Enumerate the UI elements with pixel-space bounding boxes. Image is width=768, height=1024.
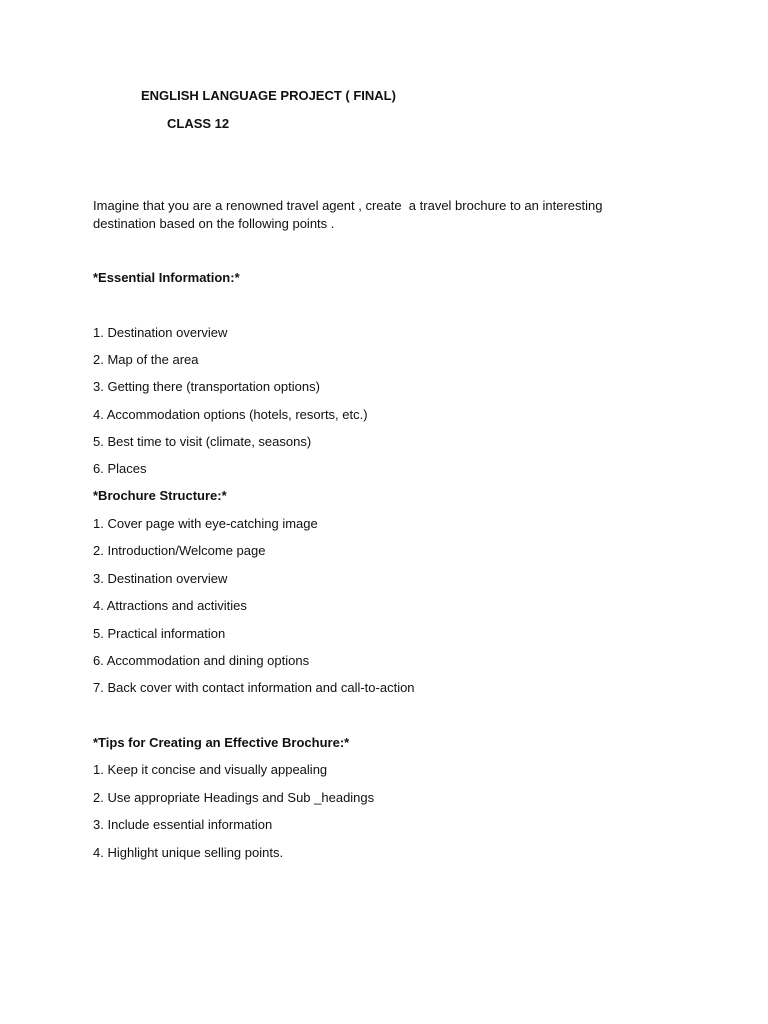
intro-line-2: destination based on the following points . xyxy=(93,216,335,231)
list-item: 7. Back cover with contact information and call-to-action xyxy=(93,680,415,695)
brochure-structure-heading: *Brochure Structure:* xyxy=(93,488,227,503)
essential-info-heading: *Essential Information:* xyxy=(93,270,240,285)
list-item: 2. Map of the area xyxy=(93,352,199,367)
tips-heading: *Tips for Creating an Effective Brochure:* xyxy=(93,735,350,750)
list-item: 5. Practical information xyxy=(93,626,226,641)
list-item: 1. Destination overview xyxy=(93,325,228,340)
list-item: 5. Best time to visit (climate, seasons) xyxy=(93,434,312,449)
list-item: 3. Destination overview xyxy=(93,571,228,586)
list-item: 4. Accommodation options (hotels, resorts, etc.) xyxy=(93,407,368,422)
document-title: ENGLISH LANGUAGE PROJECT ( FINAL) xyxy=(141,88,396,103)
list-item: 3. Include essential information xyxy=(93,817,273,832)
document-subtitle: CLASS 12 xyxy=(167,116,230,131)
list-item: 1. Cover page with eye-catching image xyxy=(93,516,318,531)
list-item: 2. Use appropriate Headings and Sub _headings xyxy=(93,790,375,805)
list-item: 4. Attractions and activities xyxy=(93,598,247,613)
list-item: 2. Introduction/Welcome page xyxy=(93,543,266,558)
list-item: 6. Accommodation and dining options xyxy=(93,653,310,668)
list-item: 4. Highlight unique selling points. xyxy=(93,845,284,860)
list-item: 6. Places xyxy=(93,461,147,476)
intro-line-1: Imagine that you are a renowned travel agent , create a travel brochure to an interesting xyxy=(93,198,603,213)
list-item: 3. Getting there (transportation options) xyxy=(93,379,320,394)
list-item: 1. Keep it concise and visually appealing xyxy=(93,762,328,777)
